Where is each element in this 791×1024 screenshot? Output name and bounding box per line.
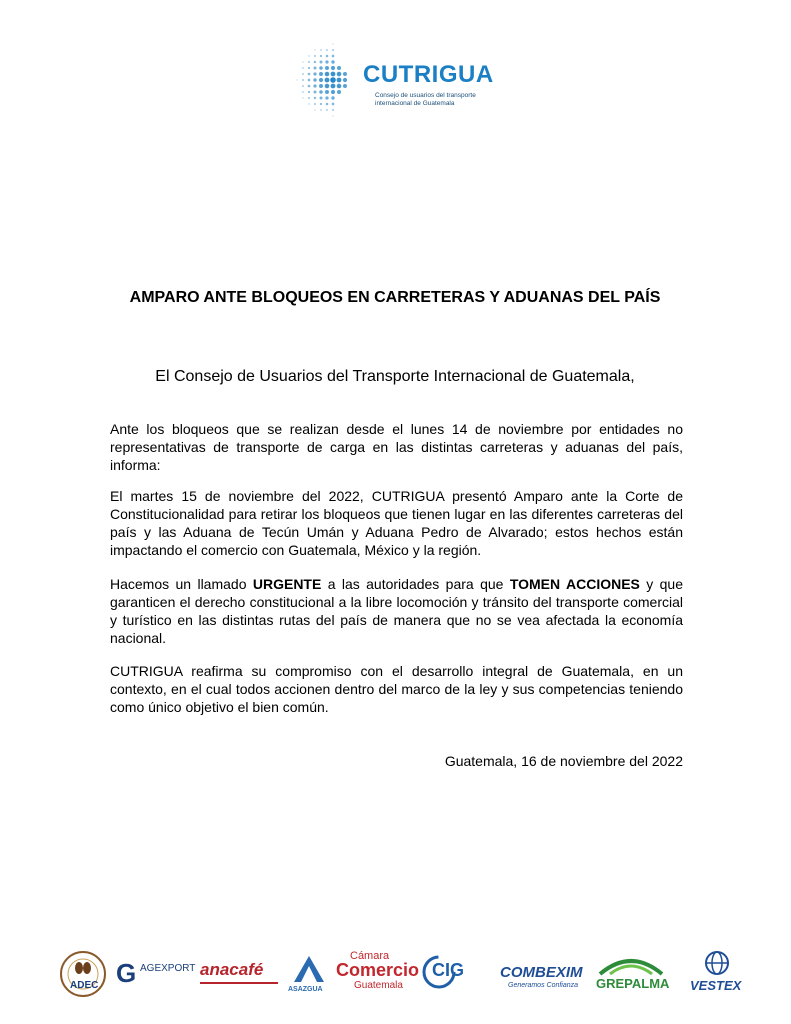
agexport-label: AGEXPORT [140, 963, 196, 974]
cig-label: CIG [432, 960, 465, 980]
agexport-g-icon: G [116, 958, 137, 988]
grepalma-label: GREPALMA [596, 976, 670, 991]
adec-logo [58, 950, 108, 1006]
grepalma-logo [594, 950, 670, 1006]
comercio-label: Comercio [336, 960, 420, 980]
paragraph-1: Ante los bloqueos que se realizan desde el lunes 14 de noviembre por entidades no representativas de transporte de carga en las distintas carreteras y aduanas del país, informa: [110, 421, 683, 473]
paragraph-3 [110, 575, 683, 647]
grepalma-palm-icon [596, 954, 666, 976]
cig-logo [422, 950, 492, 1006]
vestex-label: VESTEX [690, 978, 742, 993]
anacafe-label: anacafé [200, 960, 264, 979]
guatemala-label: Guatemala [354, 980, 403, 991]
camara-label: Cámara [350, 950, 390, 962]
asazgua-mountain-icon [292, 954, 326, 984]
globe-dots-icon [293, 38, 373, 122]
combexim-logo [500, 950, 592, 1006]
adec-label: ADEC [70, 980, 99, 991]
logo-name: CUTRIGUA [363, 61, 494, 88]
anacafe-rule [200, 982, 278, 984]
paragraph-2: El martes 15 de noviembre del 2022, CUTRIGUA presentó Amparo ante la Corte de Constitucionalidad para retirar los bloqueos que tienen lugar en las diferentes carreteras del país y las Aduana de Tecún Umán y Aduana Pedro de Alvarado; estos hechos están impactando el comercio con Guatemala, México y la región. [110, 488, 683, 558]
paragraph-4: CUTRIGUA reafirma su compromiso con el desarrollo integral de Guatemala, en un contexto, en el cual todos accionen dentro del marco de la ley y sus competencias teniendo como único objetivo el bien común. [110, 663, 683, 715]
combexim-tagline: Generamos Confianza [508, 982, 579, 989]
vestex-logo [686, 950, 748, 1006]
paragraph-3-part-2: a las autoridades para que [321, 576, 510, 592]
logo-subtitle: Consejo de usuarios del transporte internacional de Guatemala [375, 92, 476, 107]
cutrigua-logo [293, 38, 493, 122]
adec-seal-icon [58, 950, 108, 1006]
closing-date: Guatemala, 16 de noviembre del 2022 [444, 753, 683, 769]
urgente-emphasis: URGENTE [252, 576, 322, 592]
paragraph-3-part-1: Hacemos un llamado [110, 576, 253, 592]
agexport-logo [116, 950, 196, 1006]
asazgua-logo [284, 950, 334, 1006]
asazgua-label: ASAZGUA [288, 986, 323, 993]
paragraph-3-part-3: y que garanticen el derecho constitucional a la libre locomoción y tránsito del transporte comercial y turístico en las distintas rutas del país de manera que no se vea afectada la economía nacional. [110, 576, 684, 646]
combexim-label: COMBEXIM [500, 964, 583, 981]
anacafe-logo [196, 950, 281, 1006]
vestex-globe-icon [704, 950, 730, 976]
partner-logos [58, 950, 748, 1010]
tomen-acciones-emphasis: TOMEN ACCIONES [509, 576, 640, 592]
camara-comercio-logo [336, 950, 420, 1006]
document-title: AMPARO ANTE BLOQUEOS EN CARRETERAS Y ADUANAS DEL PAÍS [129, 289, 661, 306]
document-intro: El Consejo de Usuarios del Transporte Internacional de Guatemala, [155, 368, 635, 385]
